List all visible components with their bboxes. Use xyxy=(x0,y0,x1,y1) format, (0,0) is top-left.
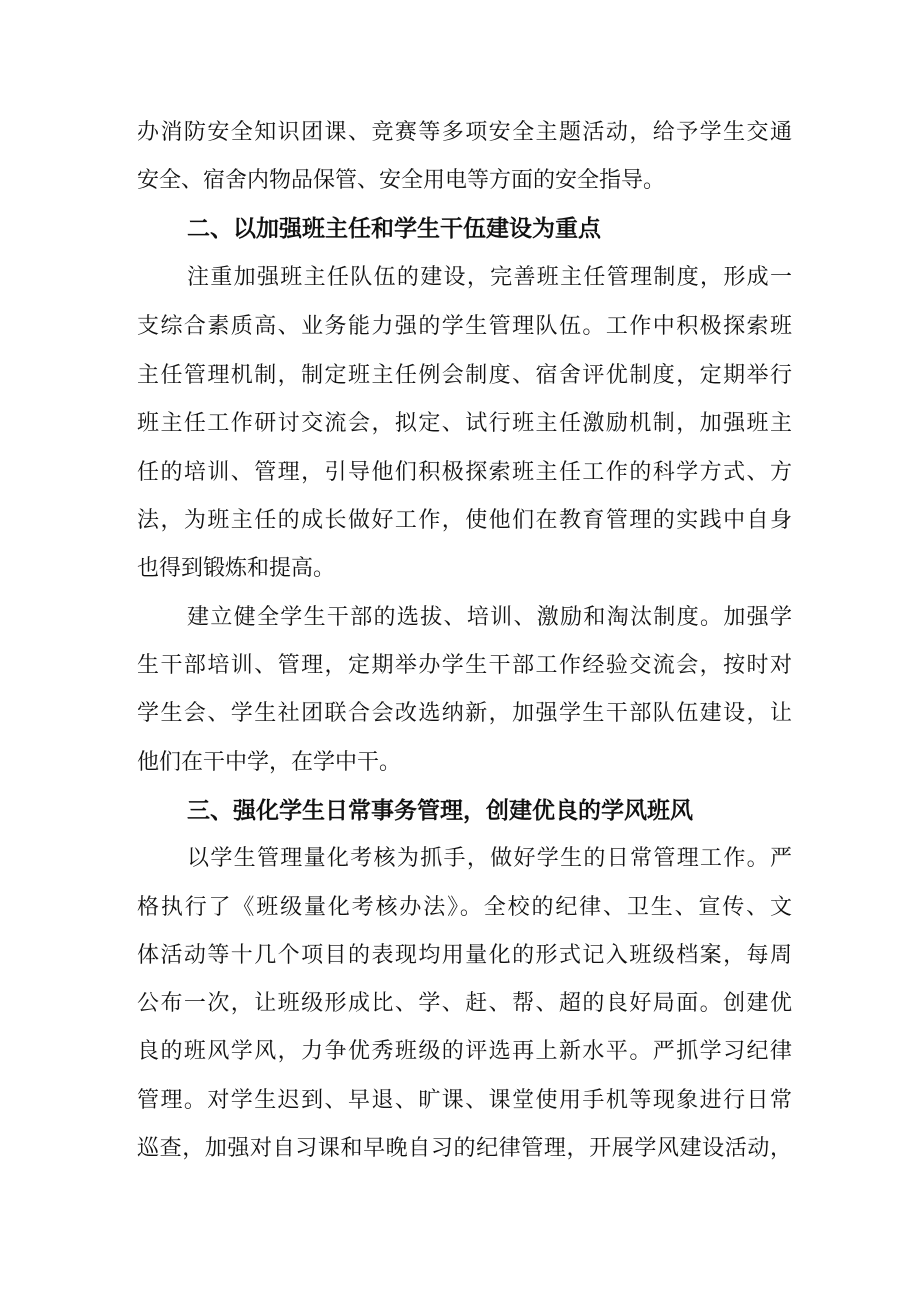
body-text-line: 他们在干中学，在学中干。 xyxy=(137,750,402,775)
body-text-line: 格执行了《班级量化考核办法》。全校的纪律、卫生、宣传、文 xyxy=(137,895,792,920)
body-text-line: 任的培训、管理，引导他们积极探索班主任工作的科学方式、方 xyxy=(137,460,792,485)
body-text-line: 良的班风学风，力争优秀班级的评选再上新水平。严抓学习纪律 xyxy=(137,1039,792,1064)
body-text-line: 建立健全学生干部的选拔、培训、激励和淘汰制度。加强学 xyxy=(187,605,792,630)
body-text-line: 生干部培训、管理，定期举办学生干部工作经验交流会，按时对 xyxy=(137,653,792,678)
body-text-line: 主任管理机制，制定班主任例会制度、宿舍评优制度，定期举行 xyxy=(137,363,792,388)
body-text-line: 法，为班主任的成长做好工作，使他们在教育管理的实践中自身 xyxy=(137,508,792,533)
body-text-line: 也得到锻炼和提高。 xyxy=(137,556,336,581)
body-text-line: 以学生管理量化考核为抓手，做好学生的日常管理工作。严 xyxy=(187,846,792,871)
body-text-line: 注重加强班主任队伍的建设，完善班主任管理制度，形成一 xyxy=(187,265,792,290)
section-heading-2: 二、以加强班主任和学生干伍建设为重点 xyxy=(187,216,601,242)
body-text-line: 支综合素质高、业务能力强的学生管理队伍。工作中积极探索班 xyxy=(137,314,792,339)
body-text-line: 办消防安全知识团课、竞赛等多项安全主题活动，给予学生交通 xyxy=(137,120,792,145)
body-text-line: 巡查，加强对自习课和早晚自习的纪律管理，开展学风建设活动， xyxy=(137,1136,792,1161)
body-text-line: 公布一次，让班级形成比、学、赶、帮、超的良好局面。创建优 xyxy=(137,991,792,1016)
body-text-line: 学生会、学生社团联合会改选纳新，加强学生干部队伍建设，让 xyxy=(137,701,792,726)
body-text-line: 体活动等十几个项目的表现均用量化的形式记入班级档案，每周 xyxy=(137,943,792,968)
body-text-line: 班主任工作研讨交流会，拟定、试行班主任激励机制，加强班主 xyxy=(137,411,792,436)
section-heading-3: 三、强化学生日常事务管理，创建优良的学风班风 xyxy=(187,798,693,824)
body-text-line: 管理。对学生迟到、早退、旷课、课堂使用手机等现象进行日常 xyxy=(137,1088,792,1113)
body-text-line: 安全、宿舍内物品保管、安全用电等方面的安全指导。 xyxy=(137,168,666,193)
